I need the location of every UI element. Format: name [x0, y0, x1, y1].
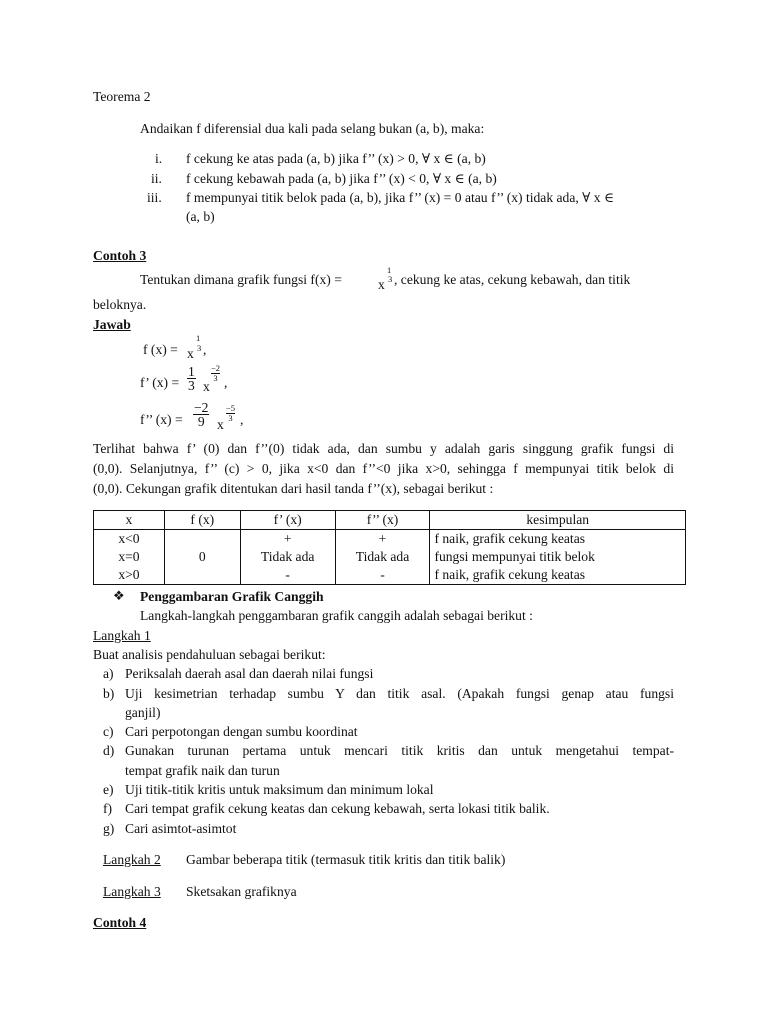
table-cell: - [240, 566, 335, 585]
table-cell: - [335, 566, 430, 585]
table-cell: f naik, grafik cekung keatas [430, 566, 686, 585]
table-header-cell: f’’ (x) [335, 511, 430, 530]
list-item-continuation: tempat grafik naik dan turun [125, 763, 280, 778]
section-bullet-icon: ❖ [113, 588, 125, 603]
formula-variable-x: x [217, 417, 224, 432]
table-cell [164, 566, 240, 585]
section-title: Penggambaran Grafik Canggih [140, 589, 324, 604]
table-row [94, 566, 686, 585]
list-label: g) [103, 821, 115, 836]
example-3-title: Contoh 3 [93, 248, 147, 263]
fraction-denominator: 3 [188, 378, 195, 393]
table-cell: fungsi mempunyai titik belok [430, 548, 686, 566]
table-cell: x=0 [94, 548, 165, 566]
table-header-row [94, 511, 686, 530]
table-cell [164, 530, 240, 549]
example-3-prompt-continuation: beloknya. [93, 297, 147, 312]
exponent-numerator: −2 [211, 363, 221, 373]
list-label: f) [103, 801, 113, 816]
step-3-text: Sketsakan grafiknya [186, 884, 297, 899]
example-3-prompt-start: Tentukan dimana grafik fungsi f(x) = [140, 272, 342, 287]
table-cell: + [335, 530, 430, 549]
equation-f-double-prime-lhs: f’’ (x) = [140, 412, 183, 427]
sign-analysis-table [93, 510, 686, 585]
theorem-item-continuation: (a, b) [186, 209, 215, 224]
exponent-denominator: 3 [197, 343, 202, 353]
exponent-denominator: 3 [228, 413, 233, 423]
table-cell: x<0 [94, 530, 165, 549]
formula-variable-x: x [378, 277, 385, 292]
list-item: Gunakan turunan pertama untuk mencari titik kritis dan untuk mengetahui tempat- [125, 743, 674, 758]
equation-comma: , [224, 375, 228, 390]
exponent-fraction [211, 364, 220, 383]
paragraph-line: (0,0). Cekungan grafik ditentukan dari hasil tanda f’’(x), sebagai berikut : [93, 481, 494, 496]
table-cell: f naik, grafik cekung keatas [430, 530, 686, 549]
step-2-title: Langkah 2 [103, 852, 161, 867]
step-1-title: Langkah 1 [93, 628, 151, 643]
list-item: Cari perpotongan dengan sumbu koordinat [125, 724, 358, 739]
list-item: Uji titik-titik kritis untuk maksimum dan minimum lokal [125, 782, 434, 797]
answer-title: Jawab [93, 317, 131, 332]
section-intro: Langkah-langkah penggambaran grafik canggih adalah sebagai berikut : [140, 608, 533, 623]
theorem-title: Teorema 2 [93, 89, 151, 104]
table-header-cell: f’ (x) [240, 511, 335, 530]
list-item-continuation: ganjil) [125, 705, 161, 720]
table-cell: x>0 [94, 566, 165, 585]
exponent-denominator: 3 [388, 274, 393, 284]
table-header-cell: f (x) [164, 511, 240, 530]
fraction-numerator: 1 [188, 364, 195, 379]
table-cell: Tidak ada [240, 548, 335, 566]
theorem-item-number: i. [155, 151, 163, 166]
formula-variable-x: x [187, 346, 194, 361]
step-1-intro: Buat analisis pendahuluan sebagai berikut: [93, 647, 326, 662]
list-label: e) [103, 782, 114, 797]
coefficient-fraction [186, 365, 197, 392]
list-item: Cari tempat grafik cekung keatas dan cekung kebawah, serta lokasi titik balik. [125, 801, 550, 816]
theorem-item-text: f cekung kebawah pada (a, b) jika f’’ (x) < 0, ∀ x ∈ (a, b) [186, 171, 497, 186]
table-row [94, 530, 686, 549]
table-cell: 0 [164, 548, 240, 566]
theorem-item-text: f cekung ke atas pada (a, b) jika f’’ (x) > 0, ∀ x ∈ (a, b) [186, 151, 486, 166]
paragraph-line: (0,0). Selanjutnya, f’’ (c) > 0, jika x<0 dan f’’<0 jika x>0, sehingga f mempunyai titik belok di [93, 461, 674, 476]
coefficient-fraction [192, 401, 210, 428]
equation-comma: , [203, 342, 207, 357]
theorem-intro: Andaikan f diferensial dua kali pada selang bukan (a, b), maka: [140, 121, 485, 136]
exponent-numerator: 1 [387, 265, 392, 275]
exponent-denominator: 3 [213, 373, 218, 383]
table-cell: + [240, 530, 335, 549]
fraction-denominator: 9 [197, 414, 205, 429]
paragraph-line: Terlihat bahwa f’ (0) dan f’’(0) tidak ada, dan sumbu y adalah garis singgung grafik fungsi di [93, 441, 674, 456]
step-2-text: Gambar beberapa titik (termasuk titik kritis dan titik balik) [186, 852, 506, 867]
equation-comma: , [240, 412, 244, 427]
list-item: Periksalah daerah asal dan daerah nilai fungsi [125, 666, 374, 681]
list-item: Cari asimtot-asimtot [125, 821, 237, 836]
table-header-cell: kesimpulan [430, 511, 686, 530]
list-label: a) [103, 666, 114, 681]
list-item: Uji kesimetrian terhadap sumbu Y dan titik asal. (Apakah fungsi genap atau fungsi [125, 686, 674, 701]
example-3-prompt-end: , cekung ke atas, cekung kebawah, dan titik [394, 272, 631, 287]
equation-f-lhs: f (x) = [143, 342, 178, 357]
table-header-cell: x [94, 511, 165, 530]
exponent-numerator: 1 [196, 333, 201, 343]
list-label: b) [103, 686, 115, 701]
list-label: c) [103, 724, 114, 739]
step-3-title: Langkah 3 [103, 884, 161, 899]
fraction-numerator: −2 [194, 400, 209, 415]
example-4-title: Contoh 4 [93, 915, 147, 930]
table-row [94, 548, 686, 566]
theorem-item-number: iii. [147, 190, 162, 205]
list-label: d) [103, 743, 115, 758]
table-cell: Tidak ada [335, 548, 430, 566]
equation-f-prime-lhs: f’ (x) = [140, 375, 180, 390]
theorem-item-number: ii. [151, 171, 162, 186]
theorem-item-text: f mempunyai titik belok pada (a, b), jika f’’ (x) = 0 atau f’’ (x) tidak ada, ∀ x ∈ [186, 190, 615, 205]
formula-variable-x: x [203, 379, 210, 394]
exponent-fraction [226, 404, 235, 423]
exponent-numerator: −5 [226, 403, 236, 413]
